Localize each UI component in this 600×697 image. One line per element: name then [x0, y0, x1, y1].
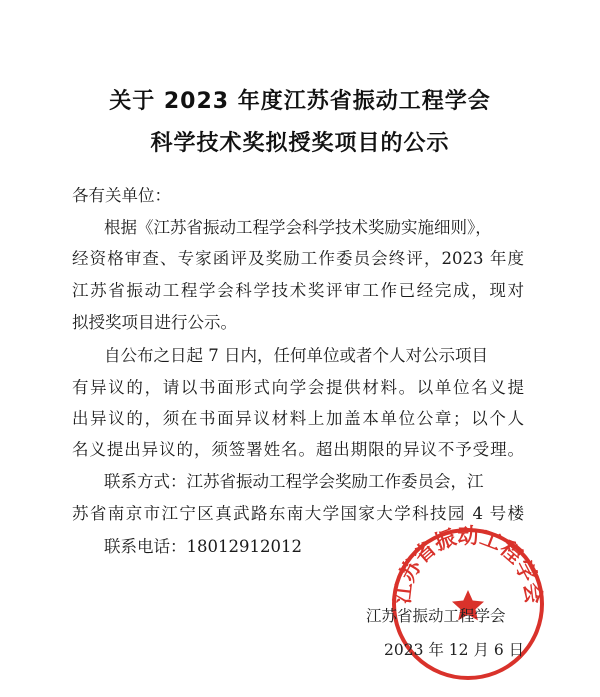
salutation: 各有关单位： [72, 186, 171, 205]
contact-line-2: 苏省南京市江宁区真武路东南大学国家大学科技园 4 号楼 [72, 504, 524, 523]
paragraph-2-line-2: 有异议的，请以书面形式向学会提供材料。以单位名义提 [72, 378, 524, 397]
paragraph-1-line-4: 拟授奖项目进行公示。 [72, 313, 237, 332]
signature-date: 2023 年 12 月 6 日 [384, 641, 525, 659]
signature-organization: 江苏省振动工程学会 [366, 607, 506, 625]
paragraph-2-line-4: 名义提出异议的，须签署姓名。超出期限的异议不予受理。 [72, 440, 524, 459]
notice-title-line-2: 科学技术奖拟授奖项目的公示 [150, 131, 450, 156]
paragraph-2-line-3: 出异议的，须在书面异议材料上加盖本单位公章；以个人 [72, 409, 524, 428]
paragraph-1-line-3: 江苏省振动工程学会科学技术奖评审工作已经完成，现对 [72, 281, 524, 300]
contact-phone: 联系电话：18012912012 [104, 537, 302, 556]
paragraph-1-line-2: 经资格审查、专家函评及奖励工作委员会终评，2023 年度 [72, 249, 524, 268]
paragraph-2-line-1: 自公布之日起 7 日内，任何单位或者个人对公示项目 [104, 346, 488, 365]
notice-title-line-1: 关于 2023 年度江苏省振动工程学会 [109, 89, 491, 114]
paragraph-1-line-1: 根据《江苏省振动工程学会科学技术奖励实施细则》， [104, 218, 492, 237]
seal-text: 江苏省振动工程学会 [390, 524, 546, 606]
contact-line-1: 联系方式：江苏省振动工程学会奖励工作委员会，江 [104, 472, 484, 491]
